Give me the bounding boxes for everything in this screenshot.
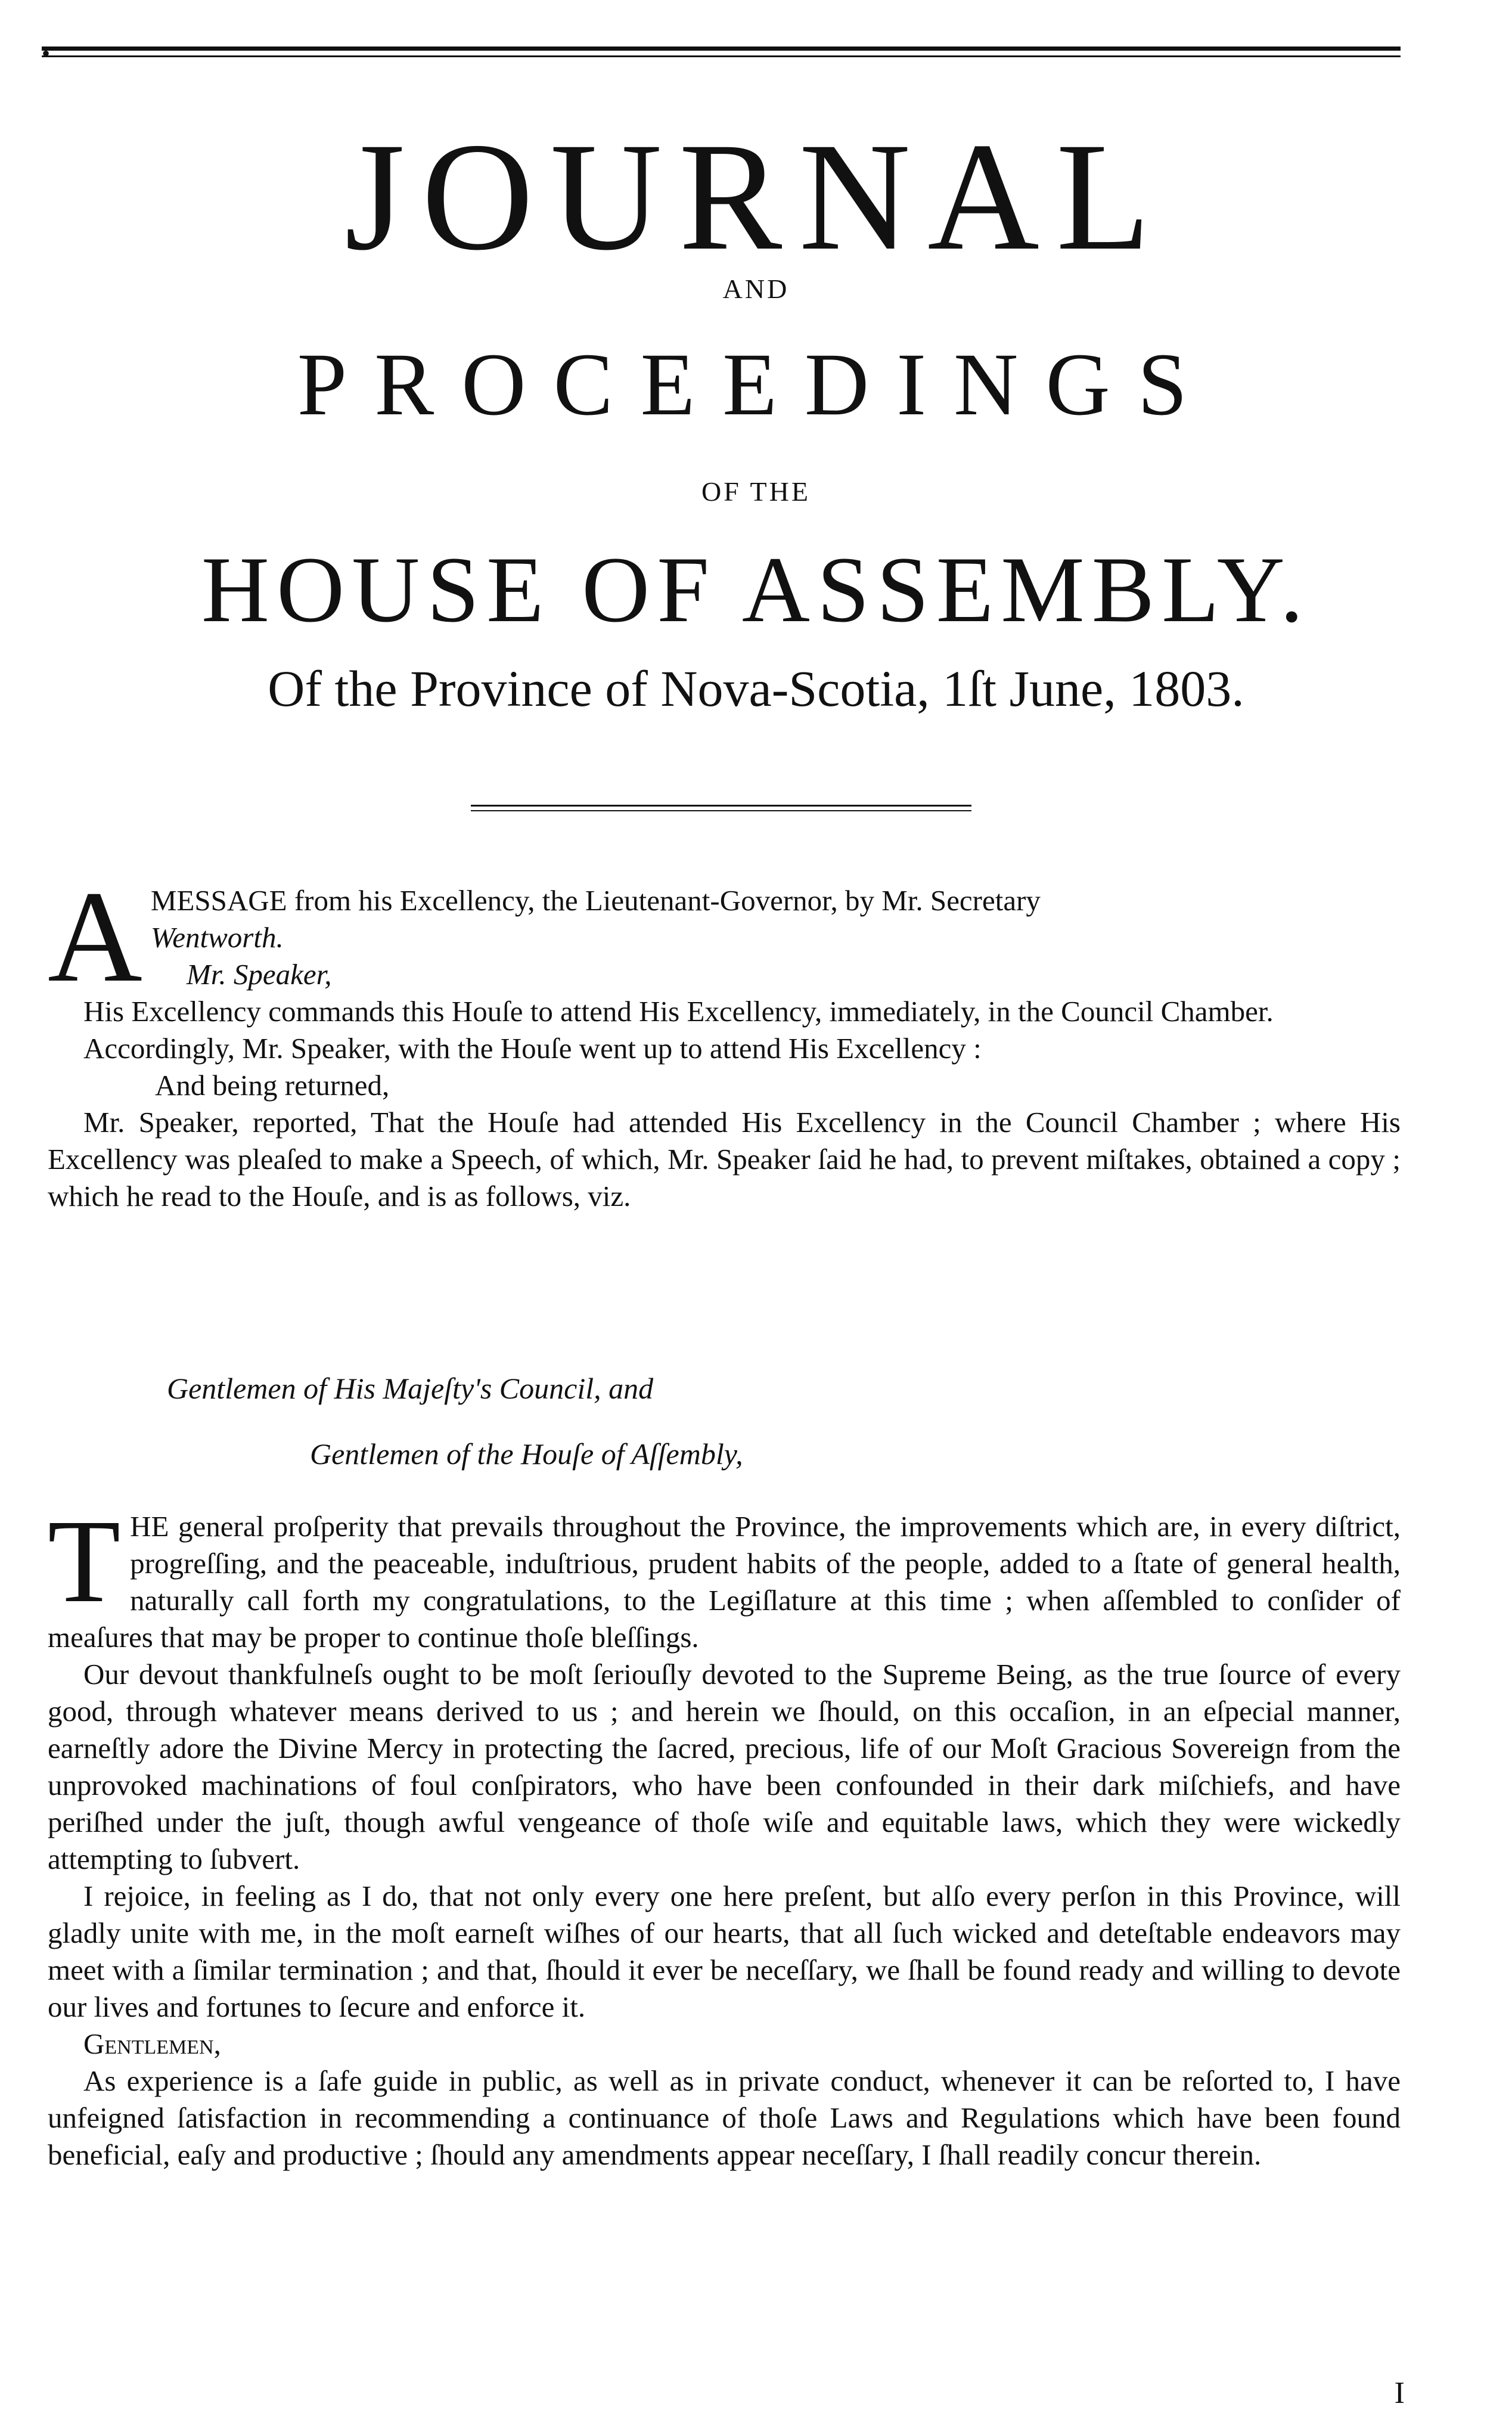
message-paragraph-2: Accordingly, Mr. Speaker, with the Houſe went up to attend His Excellency :: [83, 1032, 982, 1065]
page-subtitle: PROCEEDINGS: [297, 335, 1215, 434]
message-heading: [48, 864, 1401, 1009]
top-rule-mark: •: [42, 40, 51, 67]
message-section: [48, 864, 1401, 1215]
address-line-1: Gentlemen of His Majeſty's Council, and: [167, 1372, 654, 1405]
dropcap-t: T: [48, 1496, 121, 1627]
dropcap-a: A: [48, 864, 142, 1009]
title-conjunction: AND: [722, 274, 790, 304]
house-title: HOUSE OF ASSEMBLY.: [201, 538, 1311, 642]
catchword: I: [1394, 2376, 1405, 2410]
message-paragraph-4: Mr. Speaker, reported, That the Houſe had attended His Excellency in the Council Chamber ; where His Excellency was pleaſed to make a Speech, of which, Mr. Speaker ſaid he had, to prevent miſtakes, obtained a copy ; which he read to the Houſe, and is as follows, viz.: [48, 1106, 1401, 1212]
speech-paragraph-2: Our devout thankfulneſs ought to be moſt ſeriouſly devoted to the Supreme Being, as the true ſource of every good, through whatever means derived to us ; and herein we ſhould, on this occaſion, in an eſpecial manner, earneſtly adore the Divine Mercy in protecting the ſacred, precious, life of our Moſt Gracious Sovereign from the unprovoked machinations of foul conſpirators, who have been confounded in their dark miſchiefs, and have periſhed under the juſt, though awful vengeance of thoſe wiſe and equitable laws, which they were wickedly attempting to ſubvert.: [48, 1658, 1401, 1875]
speech-paragraph-3: I rejoice, in feeling as I do, that not only every one here preſent, but alſo every perſon in this Province, will gladly unite with me, in the moſt earneſt wiſhes of our hearts, that all ſuch wicked and deteſtable endeavors may meet with a ſimilar termination ; and that, ſhould it ever be neceſſary, we ſhall be found ready and willing to devote our lives and fortunes to ſecure and enforce it.: [48, 1880, 1401, 2023]
province-date-line: Of the Province of Nova-Scotia, 1ſt June, 1803.: [268, 660, 1244, 717]
secretary-name: Wentworth.: [150, 921, 284, 954]
address-line-2: Gentlemen of the Houſe of Aſſembly,: [310, 1437, 743, 1471]
message-paragraph-1: His Excellency commands this Houſe to attend His Excellency, immediately, in the Council Chamber.: [83, 995, 1274, 1028]
speech-paragraph-4: As experience is a ſafe guide in public, as well as in private conduct, whenever it can be reſorted to, I have unfeigned ſatisfaction in recommending a continuance of thoſe Laws and Regulations which have been found beneficial, eaſy and productive ; ſhould any amendments appear neceſſary, I ſhall readily concur therein.: [48, 2064, 1401, 2171]
title-of-the: OF THE: [701, 476, 811, 507]
top-double-rule: [42, 46, 1401, 57]
speaker-salutation: Mr. Speaker,: [186, 958, 332, 991]
message-paragraph-3: And being returned,: [155, 1069, 390, 1102]
section-divider: [471, 805, 971, 811]
speech-gentlemen-heading: Gentlemen,: [83, 2027, 221, 2060]
page-title: JOURNAL: [344, 111, 1168, 283]
message-line-1: MESSAGE from his Excellency, the Lieutenant-Governor, by Mr. Secretary: [150, 884, 1041, 917]
speech-paragraph-1: HE general proſperity that prevails throughout the Province, the improvements which are, in every diſtrict, progreſſing, and the peaceable, induſtrious, prudent habits of the people, added to a ſtate of general health, naturally call forth my congratulations, to the Legiſlature at this time ; when aſſembled to conſider of meaſures that may be proper to continue thoſe bleſſings.: [48, 1510, 1401, 1654]
speech-section: [48, 1496, 1401, 2173]
